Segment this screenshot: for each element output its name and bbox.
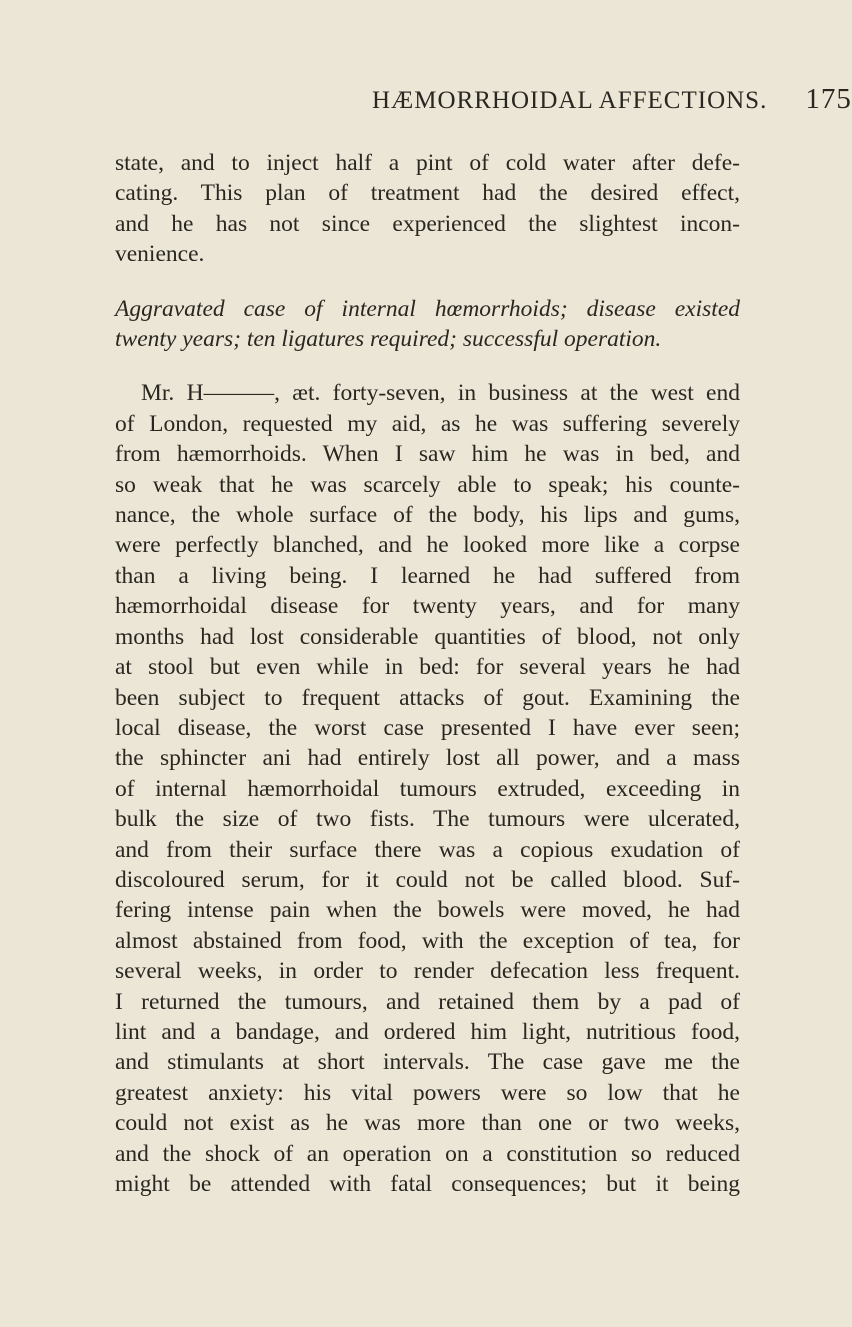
text-line: cating. This plan of treatment had the desired effect, — [115, 180, 740, 207]
text-line: at stool but even while in bed: for several years he had — [115, 654, 740, 681]
text-line: and he has not since experienced the slightest incon- — [115, 210, 740, 237]
heading-line: twenty years; ten ligatures required; successful operation. — [115, 326, 662, 353]
text-line: and stimulants at short intervals. The case gave me the — [115, 1049, 740, 1076]
body-text — [115, 148, 740, 1199]
text-line: could not exist as he was more than one or two weeks, — [115, 1110, 740, 1137]
text-line: of internal hæmorrhoidal tumours extruded, exceeding in — [115, 775, 740, 802]
text-line: I returned the tumours, and retained them by a pad of — [115, 988, 740, 1015]
section-gap — [115, 270, 740, 294]
text-line: of London, requested my aid, as he was suffering severely — [115, 410, 740, 437]
text-line: hæmorrhoidal disease for twenty years, and for many — [115, 593, 740, 620]
text-line: the sphincter ani had entirely lost all power, and a mass — [115, 745, 740, 772]
text-line: almost abstained from food, with the exception of tea, for — [115, 927, 740, 954]
text-line: months had lost considerable quantities of blood, not only — [115, 623, 740, 650]
text-line: fering intense pain when the bowels were moved, he had — [115, 897, 740, 924]
text-line: lint and a bandage, and ordered him light, nutritious food, — [115, 1018, 740, 1045]
text-line: and the shock of an operation on a constitution so reduced — [115, 1140, 740, 1167]
text-line: nance, the whole surface of the body, his lips and gums, — [115, 502, 740, 529]
page-number: 175 — [805, 83, 852, 115]
text-line: discoloured serum, for it could not be called blood. Suf- — [115, 866, 740, 893]
text-line: Mr. H———, æt. forty-seven, in business at the west end — [141, 380, 740, 407]
text-line: from hæmorrhoids. When I saw him he was in bed, and — [115, 441, 740, 468]
text-line: so weak that he was scarcely able to speak; his counte- — [115, 471, 740, 498]
text-line: local disease, the worst case presented I have ever seen; — [115, 714, 740, 741]
section-gap — [115, 354, 740, 378]
text-line: were perfectly blanched, and he looked more like a corpse — [115, 532, 740, 559]
paragraph-continuation — [115, 148, 740, 270]
text-line: several weeks, in order to render defecation less frequent. — [115, 958, 740, 985]
running-title: HÆMORRHOIDAL AFFECTIONS. — [372, 87, 768, 114]
text-line: been subject to frequent attacks of gout. Examining the — [115, 684, 740, 711]
text-line: state, and to inject half a pint of cold water after defe- — [115, 150, 740, 176]
text-line: venience. — [115, 241, 205, 268]
text-line: might be attended with fatal consequences; but it being — [115, 1171, 740, 1197]
text-line: and from their surface there was a copious exudation of — [115, 836, 740, 863]
text-line: than a living being. I learned he had suffered from — [115, 562, 740, 589]
text-line: greatest anxiety: his vital powers were so low that he — [115, 1079, 740, 1106]
running-header — [372, 83, 852, 116]
text-line: bulk the size of two fists. The tumours were ulcerated, — [115, 806, 740, 833]
heading-line: Aggravated case of internal hœmorrhoids; disease existed — [115, 295, 740, 322]
case-heading — [115, 294, 740, 355]
paragraph-case — [115, 378, 740, 1199]
